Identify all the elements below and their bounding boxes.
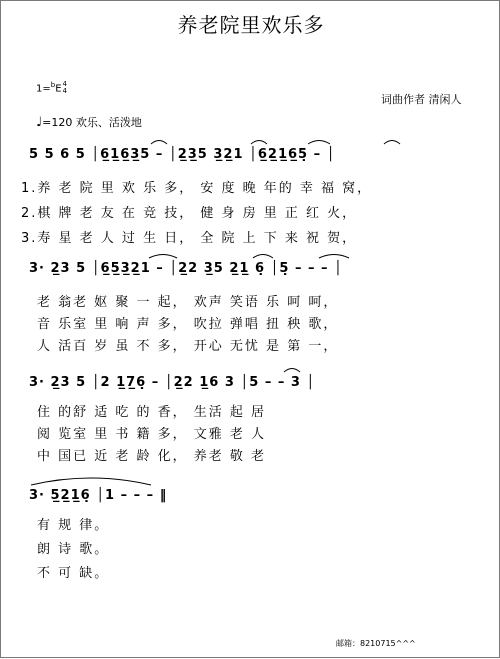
slur-3	[308, 141, 330, 145]
slur-8	[284, 369, 300, 373]
lyric-verse-3-line-1: 3.寿 星 老 人 过 生 日， 全 院 上 下 来 祝 贺，	[21, 231, 358, 246]
lyric-verse-3-line-4: 不 可 缺。	[37, 566, 110, 581]
slur-overlay	[1, 1, 500, 659]
slur-6	[253, 255, 273, 259]
tempo-marking: ♩=120 欢乐、活泼地	[36, 115, 142, 130]
email-contact: 邮箱：8210715^^^	[336, 639, 416, 648]
slur-2	[251, 141, 267, 145]
lyric-verse-1-line-3: 住 的舒 适 吃 的 香， 生活 起 居	[37, 405, 267, 420]
lyric-verse-1-line-2: 老 翁老 妪 聚 一 起， 欢声 笑语 乐 呵 呵，	[37, 295, 339, 310]
song-title: 养老院里欢乐多	[177, 13, 325, 37]
lyric-verse-1-line-4: 有 规 律。	[37, 518, 110, 533]
lyric-verse-2-line-4: 朗 诗 歌。	[37, 542, 110, 557]
lyric-verse-2-line-1: 2.棋 牌 老 友 在 竞 技， 健 身 房 里 正 红 火，	[21, 206, 358, 221]
slur-9	[31, 478, 151, 485]
lyric-verse-2-line-3: 阅 览室 里 书 籍 多， 文雅 老 人	[37, 427, 267, 442]
lyric-verse-1-line-1: 1.养 老 院 里 欢 乐 多， 安 度 晚 年的 幸 福 窝，	[21, 181, 373, 196]
lyric-verse-3-line-2: 人 活百 岁 虽 不 多， 开心 无忧 是 第 一，	[37, 339, 339, 354]
slur-5	[149, 255, 177, 259]
quarter-note-icon: ♩	[36, 115, 43, 130]
notation-line-1: 5 5 6 5 │6̲1̲6̲3̲5 – │2̲3̲5 3̲2̲1 │6̲2̲1̲6̲5̣ – │	[29, 147, 336, 162]
notation-line-2: 3· 2̲3 5 │6̲5̲3̲2̲1 – │2̲2 3̲5 2̲1̲ 6̣ │5̣ – – – │	[29, 261, 343, 276]
slur-1	[151, 141, 167, 145]
slur-7	[319, 255, 349, 259]
time-signature: 4 4	[62, 80, 67, 96]
notation-line-4: 3· 5̲2̲1̲6̣ │1 – – – ‖	[29, 488, 168, 503]
lyric-verse-2-line-2: 音 乐室 里 响 声 多， 吹拉 弹唱 扭 秧 歌，	[37, 317, 339, 332]
author-credit: 词曲作者 清闲人	[381, 93, 462, 106]
key-signature: 1=$^b$E4 4	[36, 80, 67, 96]
notation-line-3: 3· 2̲3 5 │2 1̲7̲6̣ – │2̲2 1̲6 3 │5 – – 3 │	[29, 375, 316, 390]
slur-4	[384, 141, 400, 145]
lyric-verse-3-line-3: 中 国已 近 老 龄 化， 养老 敬 老	[37, 449, 267, 464]
